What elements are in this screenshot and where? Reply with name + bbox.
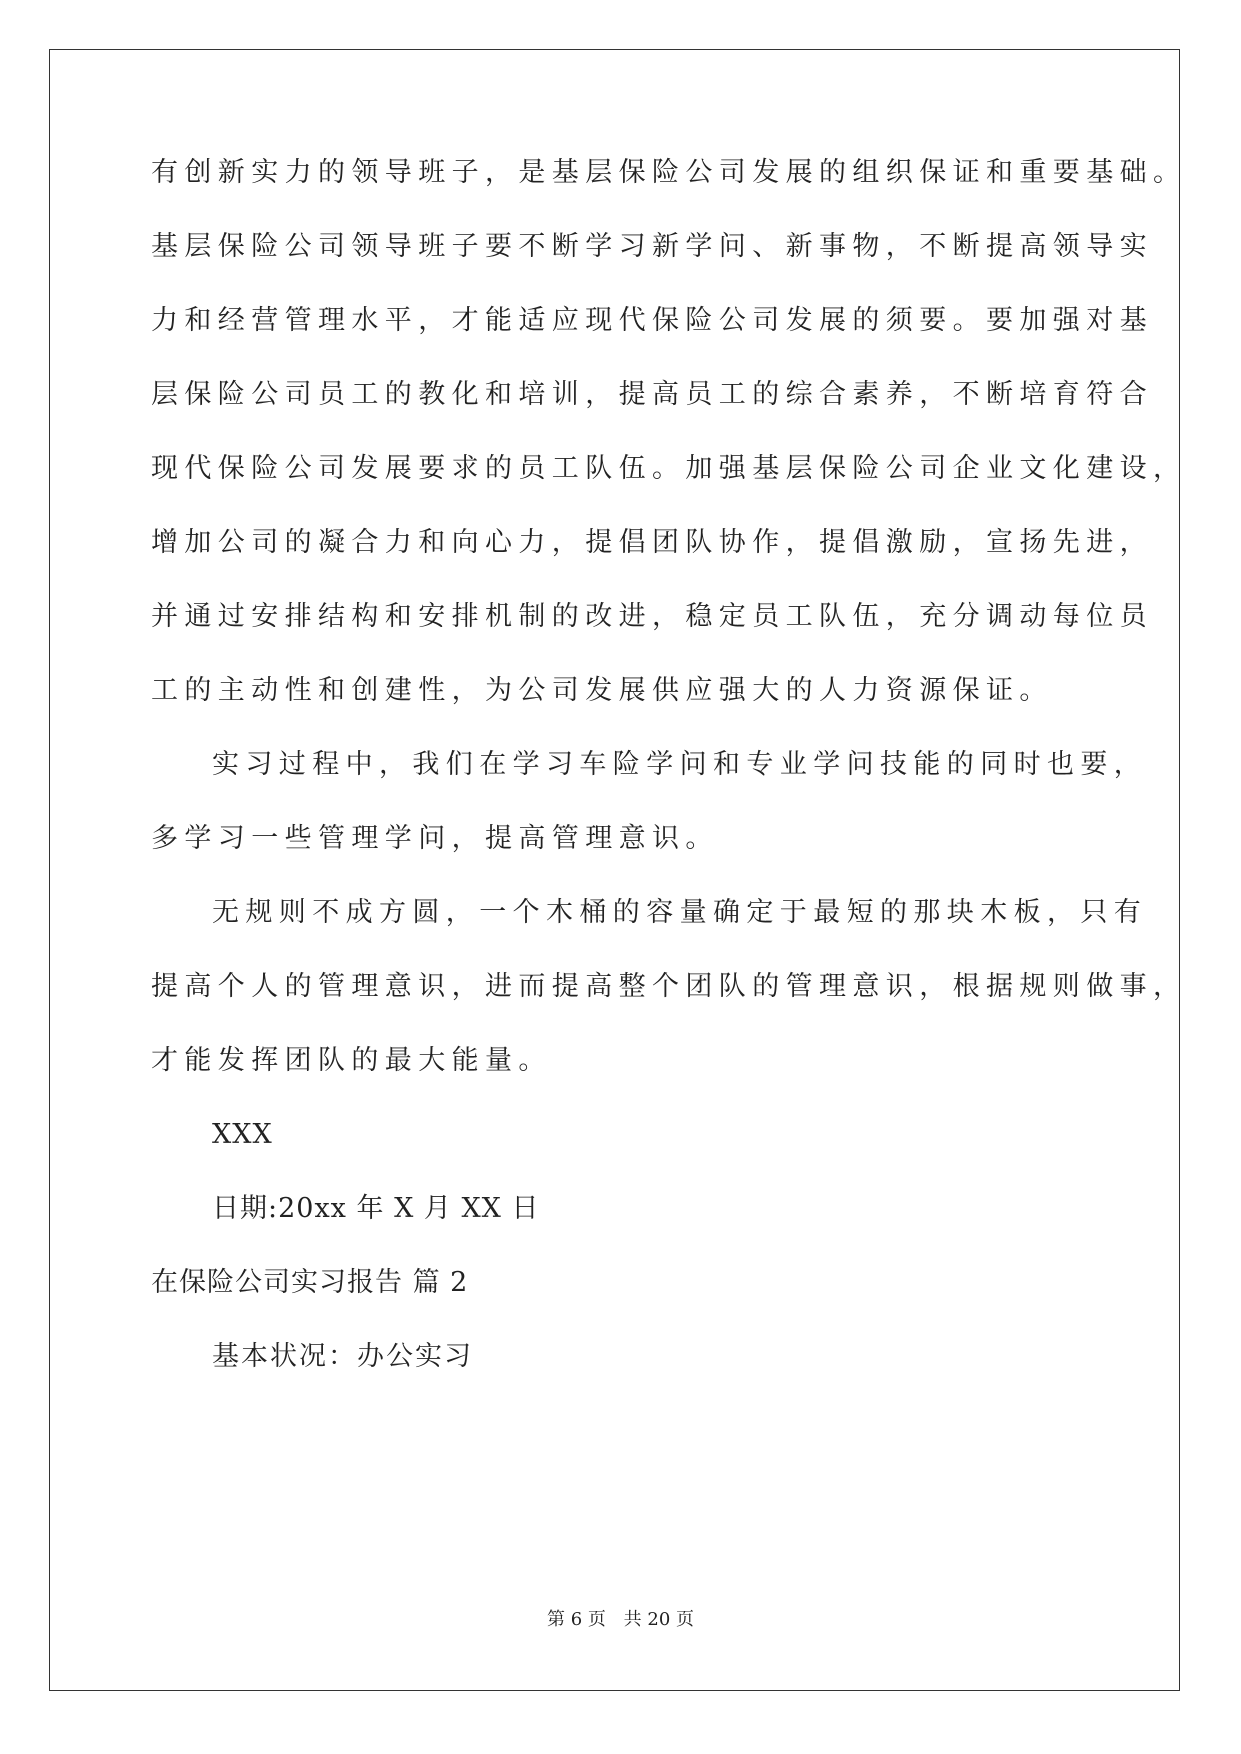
section-heading: 在保险公司实习报告 篇 2	[151, 1267, 469, 1298]
total-pages-label: 共 20 页	[623, 1609, 694, 1630]
paragraph-line: 并通过安排结构和安排机制的改进，稳定员工队伍，充分调动每位员	[151, 601, 1153, 632]
paragraph-line: 无规则不成方圆，一个木桶的容量确定于最短的那块木板，只有	[212, 897, 1148, 928]
paragraph-line: 提高个人的管理意识，进而提高整个团队的管理意识，根据规则做事，	[151, 971, 1187, 1002]
signature-name: XXX	[212, 1119, 273, 1150]
paragraph-line: 工的主动性和创建性，为公司发展供应强大的人力资源保证。	[151, 675, 1053, 706]
paragraph-line: 增加公司的凝合力和向心力，提倡团队协作，提倡激励，宣扬先进，	[151, 527, 1153, 558]
current-page-label: 第 6 页	[547, 1609, 606, 1630]
paragraph-line: 力和经营管理水平，才能适应现代保险公司发展的须要。要加强对基	[151, 305, 1153, 336]
paragraph-line: 基层保险公司领导班子要不断学习新学问、新事物，不断提高领导实	[151, 231, 1153, 262]
paragraph-line: 实习过程中，我们在学习车险学问和专业学问技能的同时也要，	[212, 749, 1148, 780]
paragraph-line: 层保险公司员工的教化和培训，提高员工的综合素养，不断培育符合	[151, 379, 1153, 410]
paragraph-line: 多学习一些管理学问，提高管理意识。	[151, 823, 719, 854]
date-line: 日期:20xx 年 X 月 XX 日	[212, 1193, 540, 1224]
paragraph-line: 有创新实力的领导班子，是基层保险公司发展的组织保证和重要基础。	[151, 157, 1187, 188]
subsection-line: 基本状况：办公实习	[212, 1341, 473, 1372]
page-footer	[0, 1605, 1241, 1631]
paragraph-line: 现代保险公司发展要求的员工队伍。加强基层保险公司企业文化建设，	[151, 453, 1187, 484]
page-border	[49, 49, 1180, 1691]
paragraph-line: 才能发挥团队的最大能量。	[151, 1045, 552, 1076]
